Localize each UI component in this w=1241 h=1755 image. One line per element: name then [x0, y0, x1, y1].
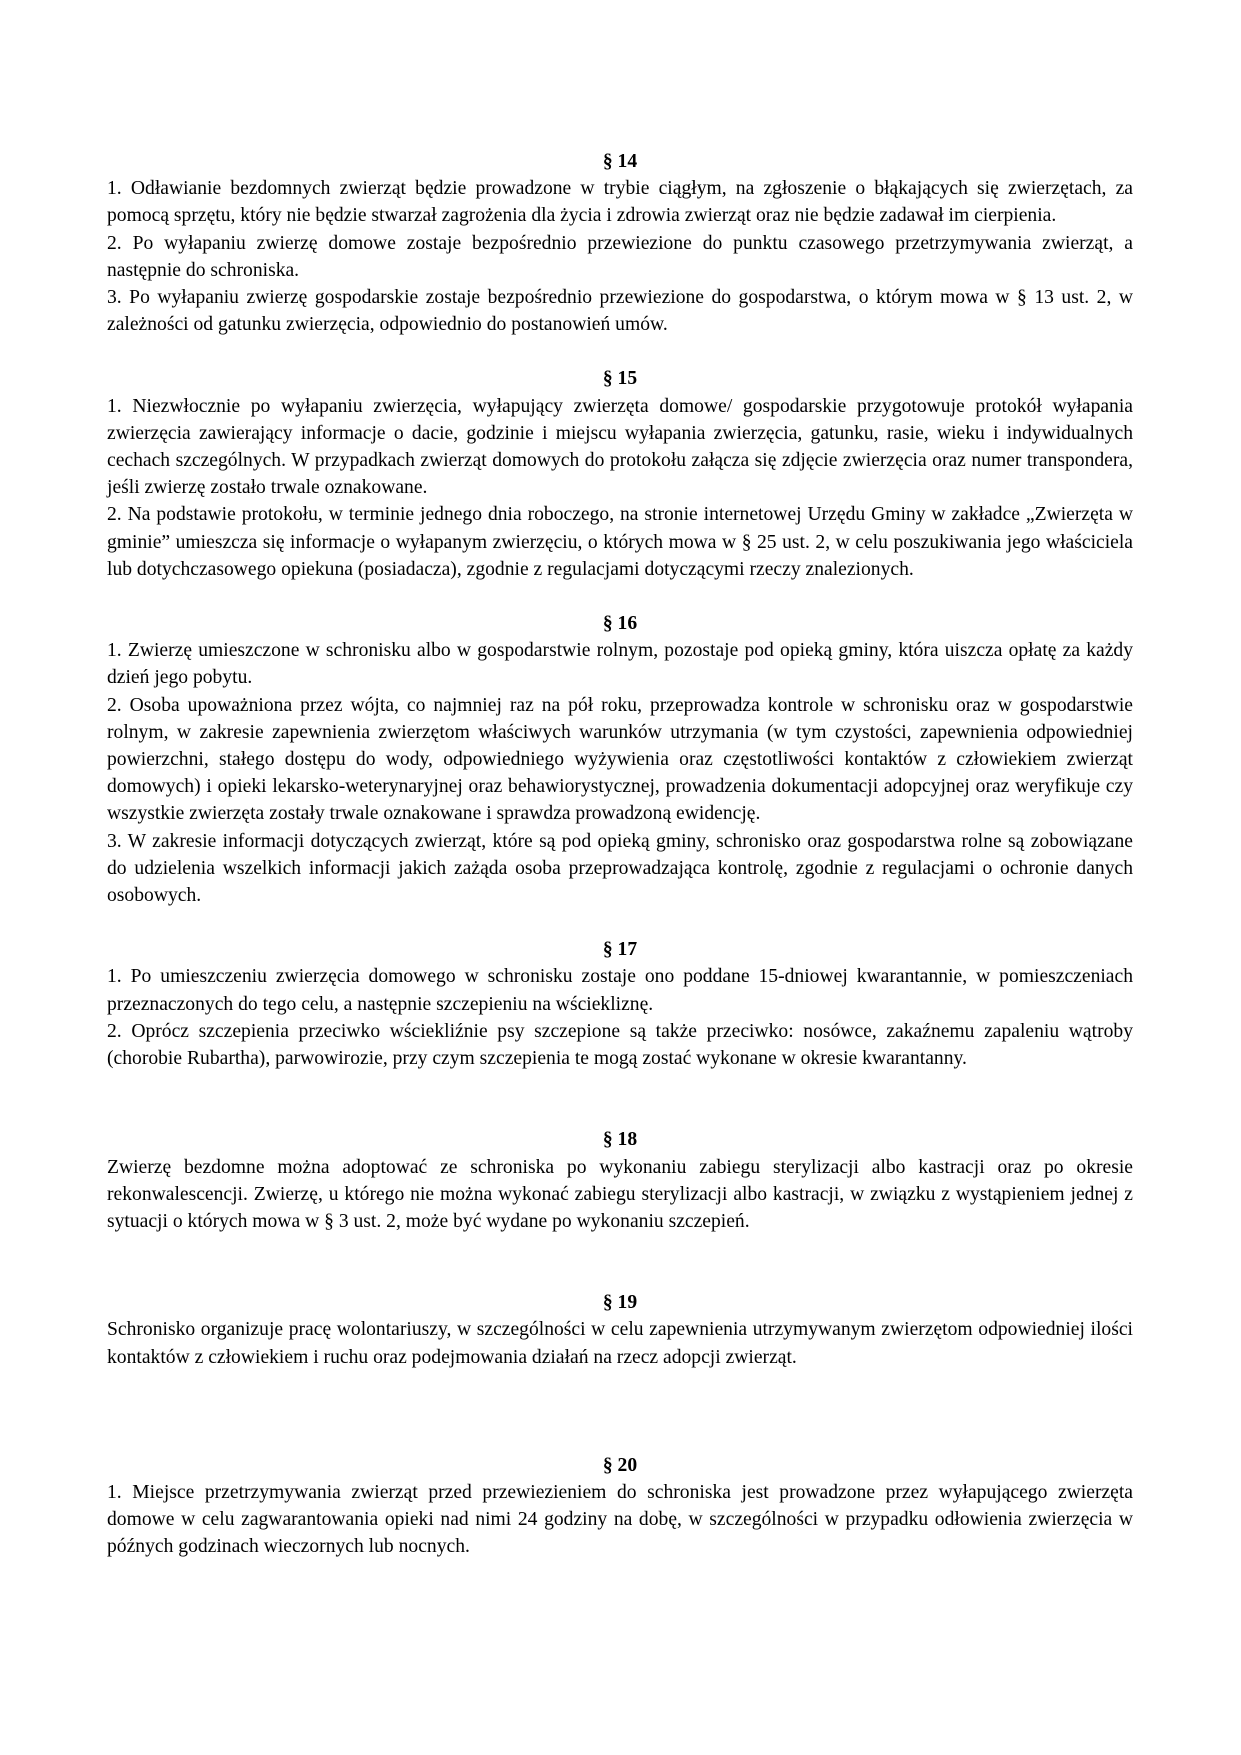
- section-spacer: [107, 1371, 1133, 1452]
- paragraph: 1. Odławianie bezdomnych zwierząt będzie prowadzone w trybie ciągłym, na zgłoszenie o błąkających się zwierzętach, za pomocą sprzętu, który nie będzie stwarzał zagrożenia dla życia i zdrowia zwierząt oraz nie będzie zadawał im cierpienia.: [107, 178, 1133, 227]
- section-18: [107, 1126, 1133, 1235]
- paragraph: 1. Po umieszczeniu zwierzęcia domowego w schronisku zostaje ono poddane 15-dniowej kwarantannie, w pomieszczeniach przeznaczonych do tego celu, a następnie szczepieniu na wściekliznę.: [107, 966, 1133, 1015]
- section-spacer: [107, 583, 1133, 610]
- paragraph: 3. Po wyłapaniu zwierzę gospodarskie zostaje bezpośrednio przewiezione do gospodarstwa, o którym mowa w § 13 ust. 2, w zależności od gatunku zwierzęcia, odpowiednio do postanowień umów.: [107, 287, 1133, 336]
- paragraph: 2. Po wyłapaniu zwierzę domowe zostaje bezpośrednio przewiezione do punktu czasowego przetrzymywania zwierząt, a następnie do schroniska.: [107, 232, 1133, 281]
- paragraph: 2. Oprócz szczepienia przeciwko wściekliźnie psy szczepione są także przeciwko: nosówce, zakaźnemu zapaleniu wątroby (chorobie Rubartha), parwowirozie, przy czym szczepienia te mogą zostać wykonane w okresie kwarantanny.: [107, 1020, 1133, 1070]
- section-heading: § 14: [602, 151, 638, 172]
- section-spacer: [107, 909, 1133, 936]
- document-body: [107, 148, 1133, 1561]
- section-heading: § 20: [602, 1454, 638, 1476]
- section-20: [107, 1452, 1133, 1561]
- section-14: [107, 148, 1133, 338]
- paragraph: 2. Na podstawie protokołu, w terminie jednego dnia roboczego, na stronie internetowej Urzędu Gminy w zakładce „Zwierzęta w gminie” umieszcza się informacje o wyłapanym zwierzęciu, o których mowa w § 25 ust. 2, w celu poszukiwania jego właściciela lub dotychczasowego opiekuna (posiadacza), zgodnie z regulacjami dotyczącymi rzeczy znalezionych.: [107, 504, 1133, 580]
- section-spacer: [107, 1072, 1133, 1126]
- section-16: [107, 610, 1133, 909]
- paragraph: Zwierzę bezdomne można adoptować ze schroniska po wykonaniu zabiegu sterylizacji albo kastracji oraz po okresie rekonwalescencji. Zwierzę, u którego nie można wykonać zabiegu sterylizacji albo kastracji, w związku z wystąpieniem jednej z sytuacji o których mowa w § 3 ust. 2, może być wydane po wykonaniu szczepień.: [107, 1156, 1133, 1232]
- paragraph: 2. Osoba upoważniona przez wójta, co najmniej raz na pół roku, przeprowadza kontrole w schronisku oraz w gospodarstwie rolnym, w zakresie zapewnienia zwierzętom właściwych warunków utrzymania (w tym czystości, zapewnienia odpowiedniej powierzchni, stałego dostępu do wody, odpowiedniego wyżywienia oraz częstotliwości kontaktów z człowiekiem zwierząt domowych) i opieki lekarsko-weterynaryjnej oraz behawiorystycznej, prowadzenia dokumentacji adopcyjnej oraz weryfikuje czy wszystkie zwierzęta zostały trwale oznakowane i sprawdza prowadzoną ewidencję.: [107, 694, 1133, 825]
- paragraph: 1. Zwierzę umieszczone w schronisku albo w gospodarstwie rolnym, pozostaje pod opieką gminy, która uiszcza opłatę za każdy dzień jego pobytu.: [107, 640, 1133, 689]
- paragraph: 3. W zakresie informacji dotyczących zwierząt, które są pod opieką gminy, schronisko oraz gospodarstwa rolne są zobowiązane do udzielenia wszelkich informacji jakich zażąda osoba przeprowadzająca kontrolę, zgodnie z regulacjami o ochronie danych osobowych.: [107, 830, 1133, 907]
- paragraph: 1. Niezwłocznie po wyłapaniu zwierzęcia, wyłapujący zwierzęta domowe/ gospodarskie przygotowuje protokół wyłapania zwierzęcia zawierający informacje o dacie, godzinie i miejscu wyłapania zwierzęcia, gatunku, rasie, wieku i indywidualnych cechach szczególnych. W przypadkach zwierząt domowych do protokołu załącza się zdjęcie zwierzęcia oraz numer transpondera, jeśli zwierzę zostało trwale oznakowane.: [107, 395, 1133, 499]
- section-spacer: [107, 1235, 1133, 1289]
- section-heading: § 17: [602, 939, 638, 961]
- section-17: [107, 936, 1133, 1072]
- section-heading: § 16: [602, 613, 638, 635]
- section-19: [107, 1289, 1133, 1371]
- paragraph: Schronisko organizuje pracę wolontariuszy, w szczególności w celu zapewnienia utrzymywanym zwierzętom odpowiedniej ilości kontaktów z człowiekiem i ruchu oraz podejmowania działań na rzecz adopcji zwierząt.: [107, 1319, 1133, 1368]
- paragraph: 1. Miejsce przetrzymywania zwierząt przed przewiezieniem do schroniska jest prowadzone przez wyłapującego zwierzęta domowe w celu zagwarantowania opieki nad nimi 24 godziny na dobę, w szczególności w przypadku odłowienia zwierzęcia w późnych godzinach wieczornych lub nocnych.: [107, 1481, 1133, 1558]
- section-heading: § 19: [602, 1292, 638, 1314]
- section-heading: § 15: [602, 368, 638, 390]
- section-spacer: [107, 338, 1133, 365]
- section-15: [107, 365, 1133, 583]
- section-heading: § 18: [602, 1129, 638, 1151]
